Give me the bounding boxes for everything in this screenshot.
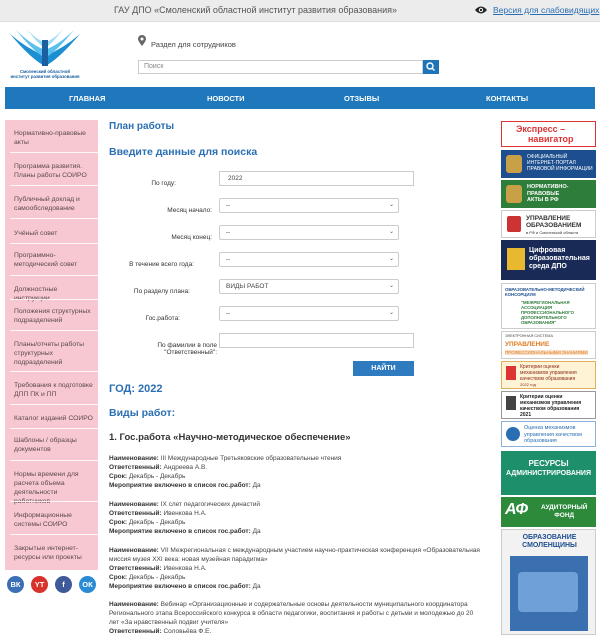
banner-admin-resources[interactable]: РЕСУРСЫ АДМИНИСТРИРОВАНИЯ xyxy=(501,451,596,495)
year-input[interactable]: 2022 xyxy=(219,171,414,186)
vk-icon[interactable]: ВК xyxy=(7,576,24,593)
entry-responsible: Ответственный: Соловьёва Ф.Е. xyxy=(109,628,212,635)
sidebar-divider xyxy=(10,152,98,153)
entry-responsible: Ответственный: Андреева А.В. xyxy=(109,464,208,471)
sidebar-divider xyxy=(10,243,98,244)
chevron-down-icon: ⌄ xyxy=(388,256,394,262)
chart-icon xyxy=(506,427,520,441)
entry-term: Срок: Декабрь - Декабрь xyxy=(109,473,186,480)
digital-icon xyxy=(507,248,525,270)
nav-reviews[interactable]: ОТЗЫВЫ xyxy=(344,94,380,103)
month-start-label: Месяц начало: xyxy=(167,207,212,214)
sidebar-item-publications-catalog[interactable]: Каталог изданий СОИРО xyxy=(14,415,93,422)
sidebar-divider xyxy=(10,460,98,461)
eye-icon[interactable] xyxy=(474,4,488,16)
entry-name: Наименование: III Международные Третьяковские образовательные чтения xyxy=(109,455,342,462)
plan-section-select[interactable]: ВИДЫ РАБОТ ⌄ xyxy=(219,279,399,294)
sidebar-divider xyxy=(10,501,98,502)
responsible-label: По фамилии в поле "Ответственный": xyxy=(157,342,217,356)
sidebar-divider xyxy=(10,299,98,300)
document-icon xyxy=(506,366,516,380)
cover-image xyxy=(518,572,578,612)
document-icon xyxy=(506,396,516,410)
banner-smolensk-education[interactable]: ОБРАЗОВАНИЕ СМОЛЕНЩИНЫ xyxy=(501,529,596,635)
banner-education-management[interactable]: УПРАВЛЕНИЕ ОБРАЗОВАНИЕМ в РФ и Смоленской области xyxy=(501,210,596,238)
year-heading: ГОД: 2022 xyxy=(109,383,163,395)
magazine-cover xyxy=(510,556,588,631)
chevron-down-icon: ⌄ xyxy=(388,310,394,316)
sidebar-item-dpp-requirements[interactable]: Требования к подготовке ДПП ПК и ПП xyxy=(14,382,93,398)
plan-section-label: По разделу плана: xyxy=(133,288,190,295)
search-icon xyxy=(423,60,439,74)
sidebar-item-unit-regulations[interactable]: Положения структурных подразделений xyxy=(14,308,91,324)
nav-news[interactable]: НОВОСТИ xyxy=(207,94,245,103)
odnoklassniki-icon[interactable]: ОК xyxy=(79,576,96,593)
banner-quality-criteria-2022[interactable]: Критерии оценки механизмов управления качеством образования 2022 год xyxy=(501,361,596,389)
sidebar-item-info-systems[interactable]: Информационные системы СОИРО xyxy=(14,512,72,528)
all-year-select[interactable]: -- ⌄ xyxy=(219,252,399,267)
sidebar-divider xyxy=(10,428,98,429)
gos-work-select[interactable]: -- ⌄ xyxy=(219,306,399,321)
banner-knowledge-management[interactable]: ЭЛЕКТРОННАЯ СИСТЕМА УПРАВЛЕНИЕ ПРОФЕССИОНАЛЬНЫМИ ЗНАНИЯМИ xyxy=(501,331,596,359)
sidebar-divider xyxy=(10,330,98,331)
search-form-title: Введите данные для поиска xyxy=(109,146,258,158)
entry-term: Срок: Декабрь - Декабрь xyxy=(109,519,186,526)
sidebar-item-normative-acts[interactable]: Нормативно-правовые акты xyxy=(14,130,86,146)
facebook-icon[interactable]: f xyxy=(55,576,72,593)
sidebar-item-templates[interactable]: Шаблоны / образцы документов xyxy=(14,437,77,453)
sidebar-item-time-norms[interactable]: Нормы времени для расчета объема деятельности xyxy=(14,471,79,496)
sidebar-item-job-instructions[interactable]: Должностные xyxy=(14,286,58,293)
entry-name-cont: миссия музея XXI века: новая музейная парадигма» xyxy=(109,556,268,563)
logo-text: Смоленский областной институт развития образования xyxy=(10,69,80,80)
sidebar-item-public-report[interactable]: Публичный доклад и самообследование xyxy=(14,196,80,212)
sidebar xyxy=(5,120,98,570)
month-start-select[interactable]: -- ⌄ xyxy=(219,198,399,213)
banner-express-navigator[interactable]: Экспресс – навигатор xyxy=(501,121,596,147)
month-end-select[interactable]: -- ⌄ xyxy=(219,225,399,240)
search-input[interactable]: Поиск xyxy=(138,60,423,74)
main-nav xyxy=(5,87,595,109)
chevron-down-icon: ⌄ xyxy=(388,229,394,235)
search-button[interactable] xyxy=(423,60,439,74)
banner-digital-environment[interactable]: Цифровая образовательная среда ДПО xyxy=(501,240,596,280)
all-year-label: В течение всего года: xyxy=(129,261,194,268)
nav-home[interactable]: ГЛАВНАЯ xyxy=(69,94,106,103)
org-name: ГАУ ДПО «Смоленский областной институт развития образования» xyxy=(114,5,398,15)
banner-quality-criteria-2021[interactable]: Критерии оценки механизмов управления качеством образования 2021 xyxy=(501,391,596,419)
entry-term: Срок: Декабрь - Декабрь xyxy=(109,574,186,581)
emblem-icon xyxy=(506,185,522,203)
nav-contacts[interactable]: КОНТАКТЫ xyxy=(486,94,529,103)
gos-work-label: Гос.работа: xyxy=(145,315,180,322)
entry-responsible: Ответственный: Ивенкова Н.А. xyxy=(109,565,207,572)
entry-responsible: Ответственный: Ивенкова Н.А. xyxy=(109,510,207,517)
month-end-label: Месяц конец: xyxy=(171,234,212,241)
location-pin-icon xyxy=(138,35,146,46)
staff-section-link[interactable]: Раздел для сотрудников xyxy=(151,40,236,49)
youtube-icon[interactable]: YT xyxy=(31,576,48,593)
sidebar-divider xyxy=(10,218,98,219)
sidebar-item-unit-plans[interactable]: Планы/отчеты работы структурных подразделений xyxy=(14,341,84,366)
work-types-heading: Виды работ: xyxy=(109,407,176,419)
sidebar-item-development-program[interactable]: Программа развития. Планы работы СОИРО xyxy=(14,163,87,179)
chevron-down-icon: ⌄ xyxy=(388,202,394,208)
responsible-input[interactable] xyxy=(219,333,414,348)
entry-included: Мероприятие включено в список гос.работ: Да xyxy=(109,583,261,590)
section-heading: 1. Гос.работа «Научно-методическое обеспечение» xyxy=(109,432,351,443)
entry-name: Наименование: VII Межрегиональная с международным участием научно-практическая конференция «Образовательная xyxy=(109,547,480,554)
emblem-icon xyxy=(507,216,521,232)
sidebar-item-methodical-council[interactable]: Программно-методический совет xyxy=(14,252,78,268)
page-title: План работы xyxy=(109,121,175,132)
emblem-icon xyxy=(506,155,522,173)
entry-included: Мероприятие включено в список гос.работ: Да xyxy=(109,482,261,489)
chevron-down-icon: ⌄ xyxy=(388,283,394,289)
accessibility-version-link[interactable]: Версия для слабовидящих xyxy=(493,5,600,15)
sidebar-divider xyxy=(10,371,98,372)
entry-name: Наименование: Вебинар «Организационные и содержательные основы деятельности муниципального координатора xyxy=(109,601,468,608)
sidebar-item-academic-council[interactable]: Учёный совет xyxy=(14,230,58,237)
entry-name-cont: Регионального этапа Всероссийского конкурса в области педагогики, воспитания и работы с детьми и молодежью до 20 xyxy=(109,610,474,617)
year-label: По году: xyxy=(151,180,176,187)
banner-quality-assessment[interactable]: Оценка механизмов управления качеством образования xyxy=(501,421,596,447)
sidebar-divider xyxy=(10,275,98,276)
top-bar xyxy=(0,0,600,22)
sidebar-item-closed-resources[interactable]: Закрытые интернет-ресурсы или проекты xyxy=(14,545,82,561)
banner-legal-portal[interactable]: ОФИЦИАЛЬНЫЙ ИНТЕРНЕТ-ПОРТАЛ ПРАВОВОЙ ИНФОРМАЦИИ xyxy=(501,150,596,178)
entry-name: Наименование: IX слет педагогических династий xyxy=(109,501,260,508)
sidebar-divider xyxy=(10,404,98,405)
entry-included: Мероприятие включено в список гос.работ: Да xyxy=(109,528,261,535)
find-button[interactable]: НАЙТИ xyxy=(353,361,414,376)
banner-consortium[interactable]: ОБРАЗОВАТЕЛЬНО-МЕТОДИЧЕСКИЙ КОНСОРЦИУМ "МЕЖРЕГИОНАЛЬНАЯ АССОЦИАЦИЯ ПРОФЕССИОНАЛЬНОГО ДОПОЛНИТЕЛЬНОГО ОБРАЗОВАНИЯ" xyxy=(501,283,596,329)
entry-name-cont: лет «За нравственный подвиг учителя» xyxy=(109,619,229,626)
banner-normative-acts[interactable]: НОРМАТИВНО- ПРАВОВЫЕ АКТЫ В РФ xyxy=(501,180,596,208)
banner-audit-fund[interactable]: АФ АУДИТОРНЫЙ ФОНД xyxy=(501,497,596,527)
sidebar-divider xyxy=(10,534,98,535)
